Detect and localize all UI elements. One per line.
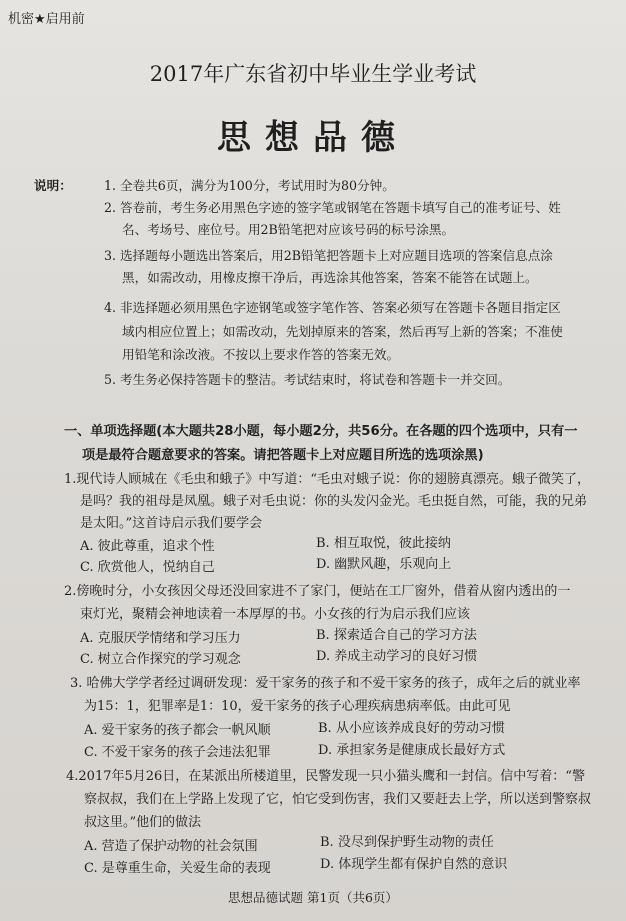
q2-option-d: D. 养成主动学习的良好习惯 — [316, 649, 478, 664]
note-1: 1. 全卷共6页，满分为100分，考试用时为80分钟。 — [104, 178, 395, 193]
q1-option-a: A. 彼此尊重，追求个性 — [80, 539, 215, 554]
q2-option-b: B. 探索适合自己的学习方法 — [316, 628, 477, 643]
q3-option-d: D. 承担家务是健康成长最好方式 — [318, 743, 506, 758]
q1-option-c: C. 欣赏他人，悦纳自己 — [80, 560, 215, 575]
q4-option-d: D. 体现学生都有保护自然的意识 — [320, 857, 508, 872]
q3-option-c: C. 不爱干家务的孩子会违法犯罪 — [84, 745, 271, 760]
note-5: 5. 考生务必保持答题卡的整洁。考试结束时，将试卷和答题卡一并交回。 — [104, 372, 511, 387]
secret-mark: 机密★启用前 — [8, 12, 85, 27]
note-3-line-1: 3. 选择题每小题选出答案后，用2B铅笔把答题卡上对应题目选项的答案信息点涂 — [104, 248, 553, 263]
note-4-line-3: 用铅笔和涂改液。不按以上要求作答的答案无效。 — [122, 347, 400, 362]
q2-option-c: C. 树立合作探究的学习观念 — [80, 652, 241, 667]
q3-option-b: B. 从小应该养成良好的劳动习惯 — [318, 721, 505, 736]
q4-stem-line-2: 察叔叔，我们在上学路上发现了它，怕它受到伤害，我们又要赶去上学，所以送到警察叔 — [84, 792, 592, 807]
exam-title: 2017年广东省初中毕业生学业考试 — [149, 62, 477, 86]
q1-stem-line-1: 1.现代诗人顾城在《毛虫和蛾子》中写道：“毛虫对蛾子说：你的翅膀真漂亮。蛾子微笑了， — [64, 472, 591, 487]
note-2-line-1: 2. 答卷前，考生务必用黑色字迹的签字笔或钢笔在答题卡填写自己的准考证号、姓 — [104, 200, 561, 215]
q1-stem-line-2: 是吗？我的祖母是凤凰。蛾子对毛虫说：你的头发闪金光。毛虫挺自然，可能，我的兄弟 — [80, 494, 588, 509]
q4-option-c: C. 是尊重生命，关爱生命的表现 — [84, 861, 271, 876]
q4-stem-line-3: 叔这里。”他们的做法 — [84, 815, 202, 830]
q2-stem-line-2: 束灯光，聚精会神地读着一本厚厚的书。小女孩的行为启示我们应该 — [80, 607, 471, 622]
q3-stem-line-1: 3. 哈佛大学学者经过调研发现：爱干家务的孩子和不爱干家务的孩子，成年之后的就业率 — [70, 676, 581, 691]
subject-title: 思想品德 — [217, 118, 409, 158]
note-4-line-2: 域内相应位置上；如需改动，先划掉原来的答案，然后再写上新的答案；不准使 — [122, 324, 563, 339]
notes-label: 说明： — [34, 178, 72, 193]
section-heading-line-1: 一、单项选择题(本大题共28小题，每小题2分，共56分。在各题的四个选项中，只有一 — [64, 424, 578, 439]
q2-stem-line-1: 2.傍晚时分，小女孩因父母还没回家进不了家门，便站在工厂窗外，借着从窗内透出的一 — [64, 584, 571, 599]
note-3-line-2: 黑，如需改动，用橡皮擦干净后，再选涂其他答案，答案不能答在试题上。 — [122, 270, 538, 285]
note-4-line-1: 4. 非选择题必须用黑色字迹钢笔或签字笔作答、答案必须写在答题卡各题目指定区 — [104, 300, 561, 315]
q3-option-a: A. 爱干家务的孩子都会一帆风顺 — [84, 723, 271, 738]
q1-stem-line-3: 是太阳。”这首诗启示我们要学会 — [80, 516, 263, 531]
q3-stem-line-2: 为15：1，犯罪率是1：10，爱干家务的孩子心理疾病患病率低。由此可见 — [84, 699, 511, 714]
q1-option-d: D. 幽默风趣，乐观向上 — [316, 557, 452, 572]
q1-option-b: B. 相互取悦，彼此接纳 — [316, 536, 451, 551]
section-heading-line-2: 项是最符合题意要求的答案。请把答题卡上对应题目所选的选项涂黑) — [82, 448, 484, 463]
q2-option-a: A. 克服厌学情绪和学习压力 — [80, 631, 241, 646]
page-footer: 思想品德试题 第1页（共6页） — [228, 890, 398, 905]
note-2-line-2: 名、考场号、座位号。用2B铅笔把对应该号码的标号涂黑。 — [122, 222, 455, 237]
q4-option-b: B. 没尽到保护野生动物的责任 — [320, 835, 494, 850]
q4-option-a: A. 营造了保护动物的社会氛围 — [84, 839, 258, 854]
q4-stem-line-1: 4.2017年5月26日，在某派出所楼道里，民警发现一只小猫头鹰和一封信。信中写着：“警 — [66, 769, 585, 784]
